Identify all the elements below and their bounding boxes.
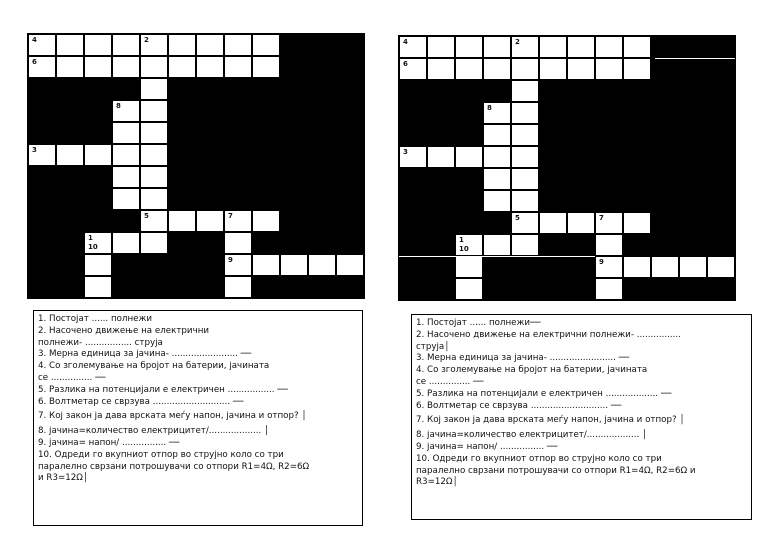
crossword-cell[interactable] — [455, 256, 483, 278]
clue-6: 6. Волтметар се сврзува ............................ ── — [38, 396, 244, 407]
crossword-cell[interactable] — [567, 212, 595, 234]
crossword-cell[interactable] — [112, 144, 140, 166]
crossword-cell[interactable] — [511, 190, 539, 212]
crossword-cell[interactable] — [28, 34, 56, 56]
crossword-cell[interactable] — [455, 234, 483, 256]
crossword-cell[interactable] — [252, 210, 280, 232]
crossword-cell[interactable] — [399, 58, 427, 80]
crossword-cell[interactable] — [168, 56, 196, 78]
crossword-cell[interactable] — [511, 168, 539, 190]
crossword-cell[interactable] — [252, 254, 280, 276]
clue-number: 3 — [32, 146, 37, 154]
clue-5: 5. Разлика на потенцијали е електричен ................... ── — [416, 388, 672, 399]
crossword-cell[interactable] — [224, 210, 252, 232]
crossword-cell[interactable] — [511, 58, 539, 80]
crossword-cell[interactable] — [399, 36, 427, 58]
crossword-cell[interactable] — [280, 254, 308, 276]
crossword-cell[interactable] — [427, 58, 455, 80]
crossword-cell[interactable] — [595, 256, 623, 278]
crossword-cell[interactable] — [595, 58, 623, 80]
crossword-cell[interactable] — [196, 56, 224, 78]
crossword-cell[interactable] — [455, 146, 483, 168]
divider-line — [655, 58, 735, 59]
crossword-cell[interactable] — [427, 146, 455, 168]
crossword-cell[interactable] — [308, 254, 336, 276]
clue-10: 10. Одреди го вкупниот отпор во струјно коло со три паралелно сврзани потрошувачи со отпори R1=4Ω, R2=6Ω и R3=12Ω│ — [38, 449, 310, 484]
clue-6: 6. Волтметар се сврзува ............................ ── — [416, 400, 622, 411]
crossword-cell[interactable] — [196, 210, 224, 232]
crossword-cell[interactable] — [84, 144, 112, 166]
crossword-cell[interactable] — [567, 36, 595, 58]
clues-box-left — [33, 310, 363, 526]
clue-10: 10. Одреди го вкупниот отпор во струјно коло со три паралелно сврзани потрошувачи со отпори R1=4Ω, R2=6Ω и R3=12Ω│ — [416, 453, 696, 488]
clue-2: 2. Насочено движење на електрични полнежи- ................ струја│ — [416, 329, 681, 352]
crossword-cell[interactable] — [112, 188, 140, 210]
crossword-cell[interactable] — [595, 278, 623, 300]
crossword-cell[interactable] — [483, 36, 511, 58]
crossword-cell[interactable] — [511, 234, 539, 256]
crossword-cell[interactable] — [224, 254, 252, 276]
crossword-cell[interactable] — [28, 144, 56, 166]
crossword-cell[interactable] — [539, 212, 567, 234]
crossword-cell[interactable] — [623, 212, 651, 234]
clue-number: 1 — [88, 234, 93, 242]
clue-9: 9. јачина= напон/ ................ ── — [416, 441, 558, 452]
crossword-cell[interactable] — [84, 254, 112, 276]
crossword-cell[interactable] — [595, 36, 623, 58]
clue-7: 7. Кој закон ја дава врската меѓу напон, јачина и отпор? │ — [38, 411, 307, 422]
crossword-cell[interactable] — [483, 190, 511, 212]
divider-line — [483, 256, 595, 257]
crossword-cell[interactable] — [511, 146, 539, 168]
crossword-cell[interactable] — [707, 256, 735, 278]
crossword-cell[interactable] — [483, 168, 511, 190]
crossword-cell[interactable] — [595, 212, 623, 234]
crossword-cell[interactable] — [140, 78, 168, 100]
clue-number: 8 — [116, 102, 121, 110]
clue-number: 10 — [88, 243, 98, 251]
clue-number: 6 — [403, 60, 408, 68]
clue-number: 4 — [32, 36, 37, 44]
clue-number: 6 — [32, 58, 37, 66]
crossword-grid-left — [27, 33, 365, 299]
clue-number: 1 — [459, 236, 464, 244]
crossword-cell[interactable] — [56, 144, 84, 166]
crossword-cell[interactable] — [651, 256, 679, 278]
clue-8: 8. јачина=количество електрицитет/................... │ — [38, 426, 270, 437]
crossword-cell[interactable] — [224, 276, 252, 298]
clue-9: 9. јачина= напон/ ................ ── — [38, 437, 180, 448]
crossword-cell[interactable] — [168, 210, 196, 232]
crossword-cell[interactable] — [511, 36, 539, 58]
crossword-cell[interactable] — [56, 34, 84, 56]
crossword-cell[interactable] — [511, 102, 539, 124]
crossword-cell[interactable] — [140, 100, 168, 122]
crossword-cell[interactable] — [112, 122, 140, 144]
crossword-cell[interactable] — [623, 256, 651, 278]
crossword-cell[interactable] — [56, 56, 84, 78]
clue-number: 9 — [228, 256, 233, 264]
crossword-cell[interactable] — [140, 232, 168, 254]
crossword-cell[interactable] — [224, 56, 252, 78]
clue-4: 4. Со зголемување на бројот на батерии, јачината се ............... ── — [416, 365, 648, 387]
crossword-cell[interactable] — [511, 80, 539, 102]
crossword-cell[interactable] — [140, 122, 168, 144]
crossword-cell[interactable] — [112, 166, 140, 188]
clue-number: 2 — [144, 36, 149, 44]
crossword-cell[interactable] — [140, 56, 168, 78]
crossword-cell[interactable] — [539, 36, 567, 58]
crossword-cell[interactable] — [112, 100, 140, 122]
clue-7: 7. Кој закон ја дава врската меѓу напон, јачина и отпор? │ — [416, 415, 685, 426]
crossword-grid-right — [398, 35, 736, 301]
crossword-cell[interactable] — [84, 34, 112, 56]
crossword-cell[interactable] — [455, 278, 483, 300]
crossword-cell[interactable] — [140, 144, 168, 166]
crossword-cell[interactable] — [140, 34, 168, 56]
divider-line — [399, 256, 483, 257]
crossword-cell[interactable] — [427, 36, 455, 58]
crossword-cell[interactable] — [252, 34, 280, 56]
crossword-cell[interactable] — [483, 124, 511, 146]
clue-1: 1. Постојат ...... полнежи── — [416, 318, 541, 328]
crossword-cell[interactable] — [483, 102, 511, 124]
crossword-cell[interactable] — [112, 34, 140, 56]
crossword-cell[interactable] — [455, 36, 483, 58]
clue-number: 10 — [459, 245, 469, 253]
crossword-cell[interactable] — [511, 124, 539, 146]
clue-number: 7 — [599, 214, 604, 222]
crossword-cell[interactable] — [28, 56, 56, 78]
crossword-cell[interactable] — [84, 232, 112, 254]
clue-4: 4. Со зголемување на бројот на батерии, јачината се ............... ── — [38, 361, 270, 383]
crossword-cell[interactable] — [679, 256, 707, 278]
crossword-cell[interactable] — [455, 58, 483, 80]
crossword-cell[interactable] — [168, 34, 196, 56]
clue-8: 8. јачина=количество електрицитет/................... │ — [416, 430, 648, 441]
crossword-cell[interactable] — [140, 210, 168, 232]
crossword-cell[interactable] — [483, 58, 511, 80]
clues-box-right — [411, 314, 752, 520]
crossword-cell[interactable] — [84, 276, 112, 298]
clue-3: 3. Мерна единица за јачина- ........................ ── — [416, 353, 630, 364]
clue-number: 7 — [228, 212, 233, 220]
crossword-cell[interactable] — [595, 234, 623, 256]
crossword-cell[interactable] — [483, 146, 511, 168]
crossword-cell[interactable] — [511, 212, 539, 234]
crossword-cell[interactable] — [623, 36, 651, 58]
crossword-cell[interactable] — [623, 58, 651, 80]
crossword-cell[interactable] — [336, 254, 364, 276]
crossword-cell[interactable] — [140, 188, 168, 210]
crossword-cell[interactable] — [224, 232, 252, 254]
crossword-cell[interactable] — [112, 232, 140, 254]
clue-number: 9 — [599, 258, 604, 266]
crossword-cell[interactable] — [483, 234, 511, 256]
clue-number: 4 — [403, 38, 408, 46]
crossword-cell[interactable] — [567, 58, 595, 80]
crossword-cell[interactable] — [196, 34, 224, 56]
clue-number: 5 — [515, 214, 520, 222]
clue-number: 8 — [487, 104, 492, 112]
clue-2: 2. Насочено движење на електрични полнежи- ................. струја — [38, 325, 210, 348]
clue-number: 5 — [144, 212, 149, 220]
crossword-cell[interactable] — [252, 56, 280, 78]
crossword-cell[interactable] — [140, 166, 168, 188]
crossword-cell[interactable] — [112, 56, 140, 78]
clue-1: 1. Постојат ...... полнежи — [38, 314, 152, 324]
clue-number: 3 — [403, 148, 408, 156]
clue-number: 2 — [515, 38, 520, 46]
crossword-cell[interactable] — [539, 58, 567, 80]
crossword-cell[interactable] — [224, 34, 252, 56]
clue-5: 5. Разлика на потенцијали е електричен ................. ── — [38, 384, 288, 395]
clue-3: 3. Мерна единица за јачина- ........................ ── — [38, 349, 252, 360]
crossword-cell[interactable] — [399, 146, 427, 168]
crossword-cell[interactable] — [84, 56, 112, 78]
